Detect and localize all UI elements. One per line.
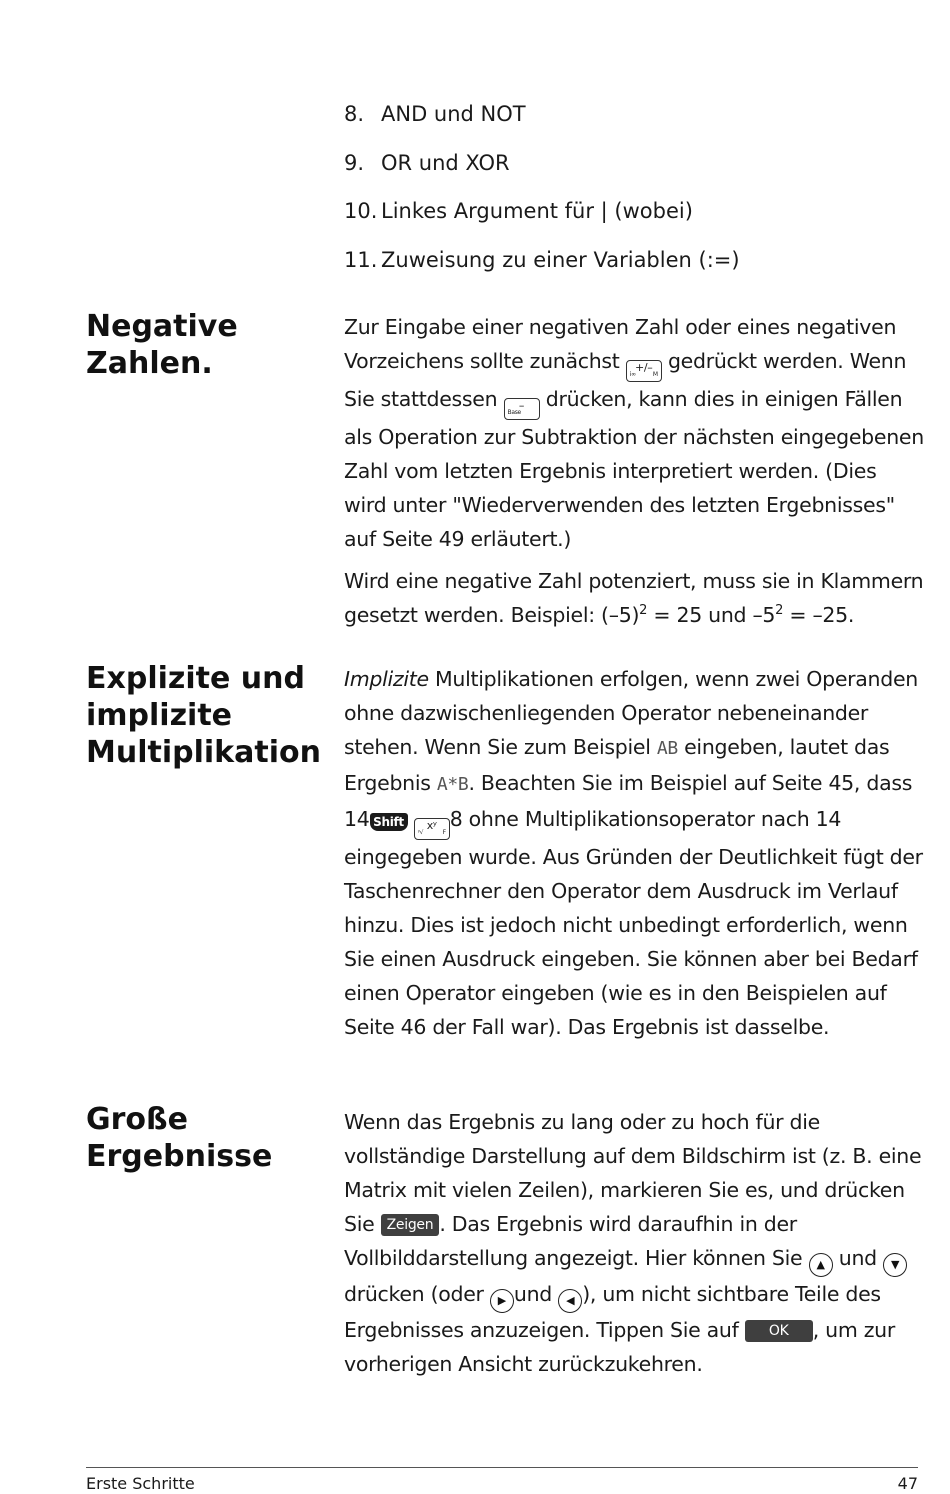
- operator-precedence-list: [344, 96, 924, 290]
- key-label: +/–: [634, 361, 653, 374]
- list-item-number: 10.: [344, 199, 378, 223]
- heading-line: Große: [86, 1102, 188, 1137]
- power-key-icon: [414, 818, 450, 840]
- heading-line: Ergebnisse: [86, 1139, 273, 1174]
- list-item-number: 8.: [344, 102, 365, 126]
- text-run: Zur Eingabe einer negativen Zahl oder eines negativen Vorzeichens sollte zunächst: [344, 315, 897, 373]
- text-run: ), um nicht sichtbare Teile des Ergebnisses anzuzeigen. Tippen Sie auf: [344, 1282, 881, 1342]
- list-item-text: Zuweisung zu einer Variablen (:=): [381, 247, 740, 272]
- code-text: AB: [656, 738, 678, 759]
- list-item: [344, 242, 924, 291]
- footer-divider: [86, 1467, 918, 1468]
- list-item: [344, 193, 924, 242]
- down-arrow-key-icon: ▼: [883, 1253, 907, 1277]
- text-run: Wenn das Ergebnis zu lang oder zu hoch für die vollständige Darstellung auf dem Bildschirm ist (z. B. eine Matrix mit vielen Zeilen), markieren Sie es, und drücken Sie: [344, 1110, 922, 1236]
- list-item-number: 9.: [344, 150, 365, 175]
- negate-key-icon: [626, 360, 662, 382]
- text-run: eingeben, lautet das Ergebnis: [344, 735, 890, 795]
- text-run: = 25 und –5: [647, 603, 776, 627]
- section-body: [344, 310, 924, 640]
- text-run: , um zur vorherigen Ansicht zurückzukehren.: [344, 1318, 895, 1376]
- paragraph: [344, 310, 924, 556]
- section-body: [344, 662, 924, 1052]
- paragraph: [344, 1105, 924, 1381]
- page-number: 47: [897, 1474, 918, 1493]
- exponent: 2: [775, 603, 784, 619]
- paragraph: [344, 662, 924, 1044]
- text-run: und: [513, 1282, 559, 1306]
- paragraph: [344, 564, 924, 632]
- key-sublabel: Base: [507, 409, 521, 416]
- text-run: . Das Ergebnis wird daraufhin in der Vollbilddarstellung angezeigt. Hier können Sie: [344, 1212, 809, 1270]
- section-body: [344, 1105, 924, 1389]
- section-heading: [86, 308, 326, 382]
- text-run: . Beachten Sie im Beispiel auf Seite 45, dass 14: [344, 771, 913, 831]
- text-run: gedrückt werden. Wenn Sie stattdessen: [344, 349, 907, 411]
- section-heading: [86, 1101, 326, 1175]
- up-arrow-key-icon: ▲: [809, 1253, 833, 1277]
- shift-key-icon: Shift: [370, 813, 408, 831]
- italic-term: Implizite: [344, 667, 429, 691]
- heading-line: implizite: [86, 698, 233, 733]
- key-sublabel: F: [442, 829, 446, 836]
- key-sublabel: M: [652, 371, 658, 378]
- list-item-text: OR und XOR: [381, 150, 510, 175]
- text-run: und: [832, 1246, 884, 1270]
- heading-line: Explizite und: [86, 661, 305, 696]
- text-run: drücken (oder: [344, 1282, 490, 1306]
- zeigen-button-icon: Zeigen: [381, 1214, 440, 1236]
- ok-button-icon: OK: [745, 1320, 813, 1342]
- text-run: drücken, kann dies in einigen Fällen als Operation zur Subtraktion der nächsten eingegebenen Zahl vom letzten Ergebnis interpretiert werden. (Dies wird unter "Wiederverwenden des letzten Ergebnisses" auf Seite 49 erläutert.): [344, 387, 924, 551]
- exponent: 2: [639, 603, 648, 619]
- left-arrow-key-icon: ◀: [558, 1289, 582, 1313]
- text-run: Wird eine negative Zahl potenziert, muss sie in Klammern gesetzt werden. Beispiel: (–5): [344, 569, 924, 627]
- key-sublabel: ʸ√: [417, 829, 424, 836]
- code-text: A*B: [436, 774, 469, 795]
- text-run: 8 ohne Multiplikationsoperator nach 14 eingegeben wurde. Aus Gründen der Deutlichkeit fügt der Taschenrechner den Operator dem Ausdruck im Verlauf hinzu. Dies ist jedoch nicht unbedingt erforderlich, wenn Sie einen Ausdruck eingeben. Sie können aber bei Bedarf einen Operator eingeben (wie es in den Beispielen auf Seite 46 der Fall war). Das Ergebnis ist dasselbe.: [344, 807, 923, 1039]
- list-item-text: Linkes Argument für | (wobei): [381, 199, 693, 223]
- heading-line: Negative: [86, 309, 238, 344]
- list-item: [344, 145, 924, 194]
- right-arrow-key-icon: ▶: [490, 1289, 514, 1313]
- list-item-text: AND und NOT: [381, 102, 526, 126]
- list-item: [344, 96, 924, 145]
- key-sublabel: i∞: [629, 371, 636, 378]
- minus-key-icon: [504, 398, 540, 420]
- text-run: = –25.: [783, 603, 855, 627]
- list-item-number: 11.: [344, 247, 378, 272]
- heading-line: Multiplikation: [86, 735, 321, 770]
- heading-line: Zahlen.: [86, 346, 213, 381]
- section-heading: [86, 660, 326, 771]
- footer-chapter-title: Erste Schritte: [86, 1474, 195, 1493]
- key-label: –: [518, 399, 525, 412]
- key-label: xʸ: [426, 819, 437, 832]
- text-run: Multiplikationen erfolgen, wenn zwei Operanden ohne dazwischenliegenden Operator nebeneinander stehen. Wenn Sie zum Beispiel: [344, 667, 918, 759]
